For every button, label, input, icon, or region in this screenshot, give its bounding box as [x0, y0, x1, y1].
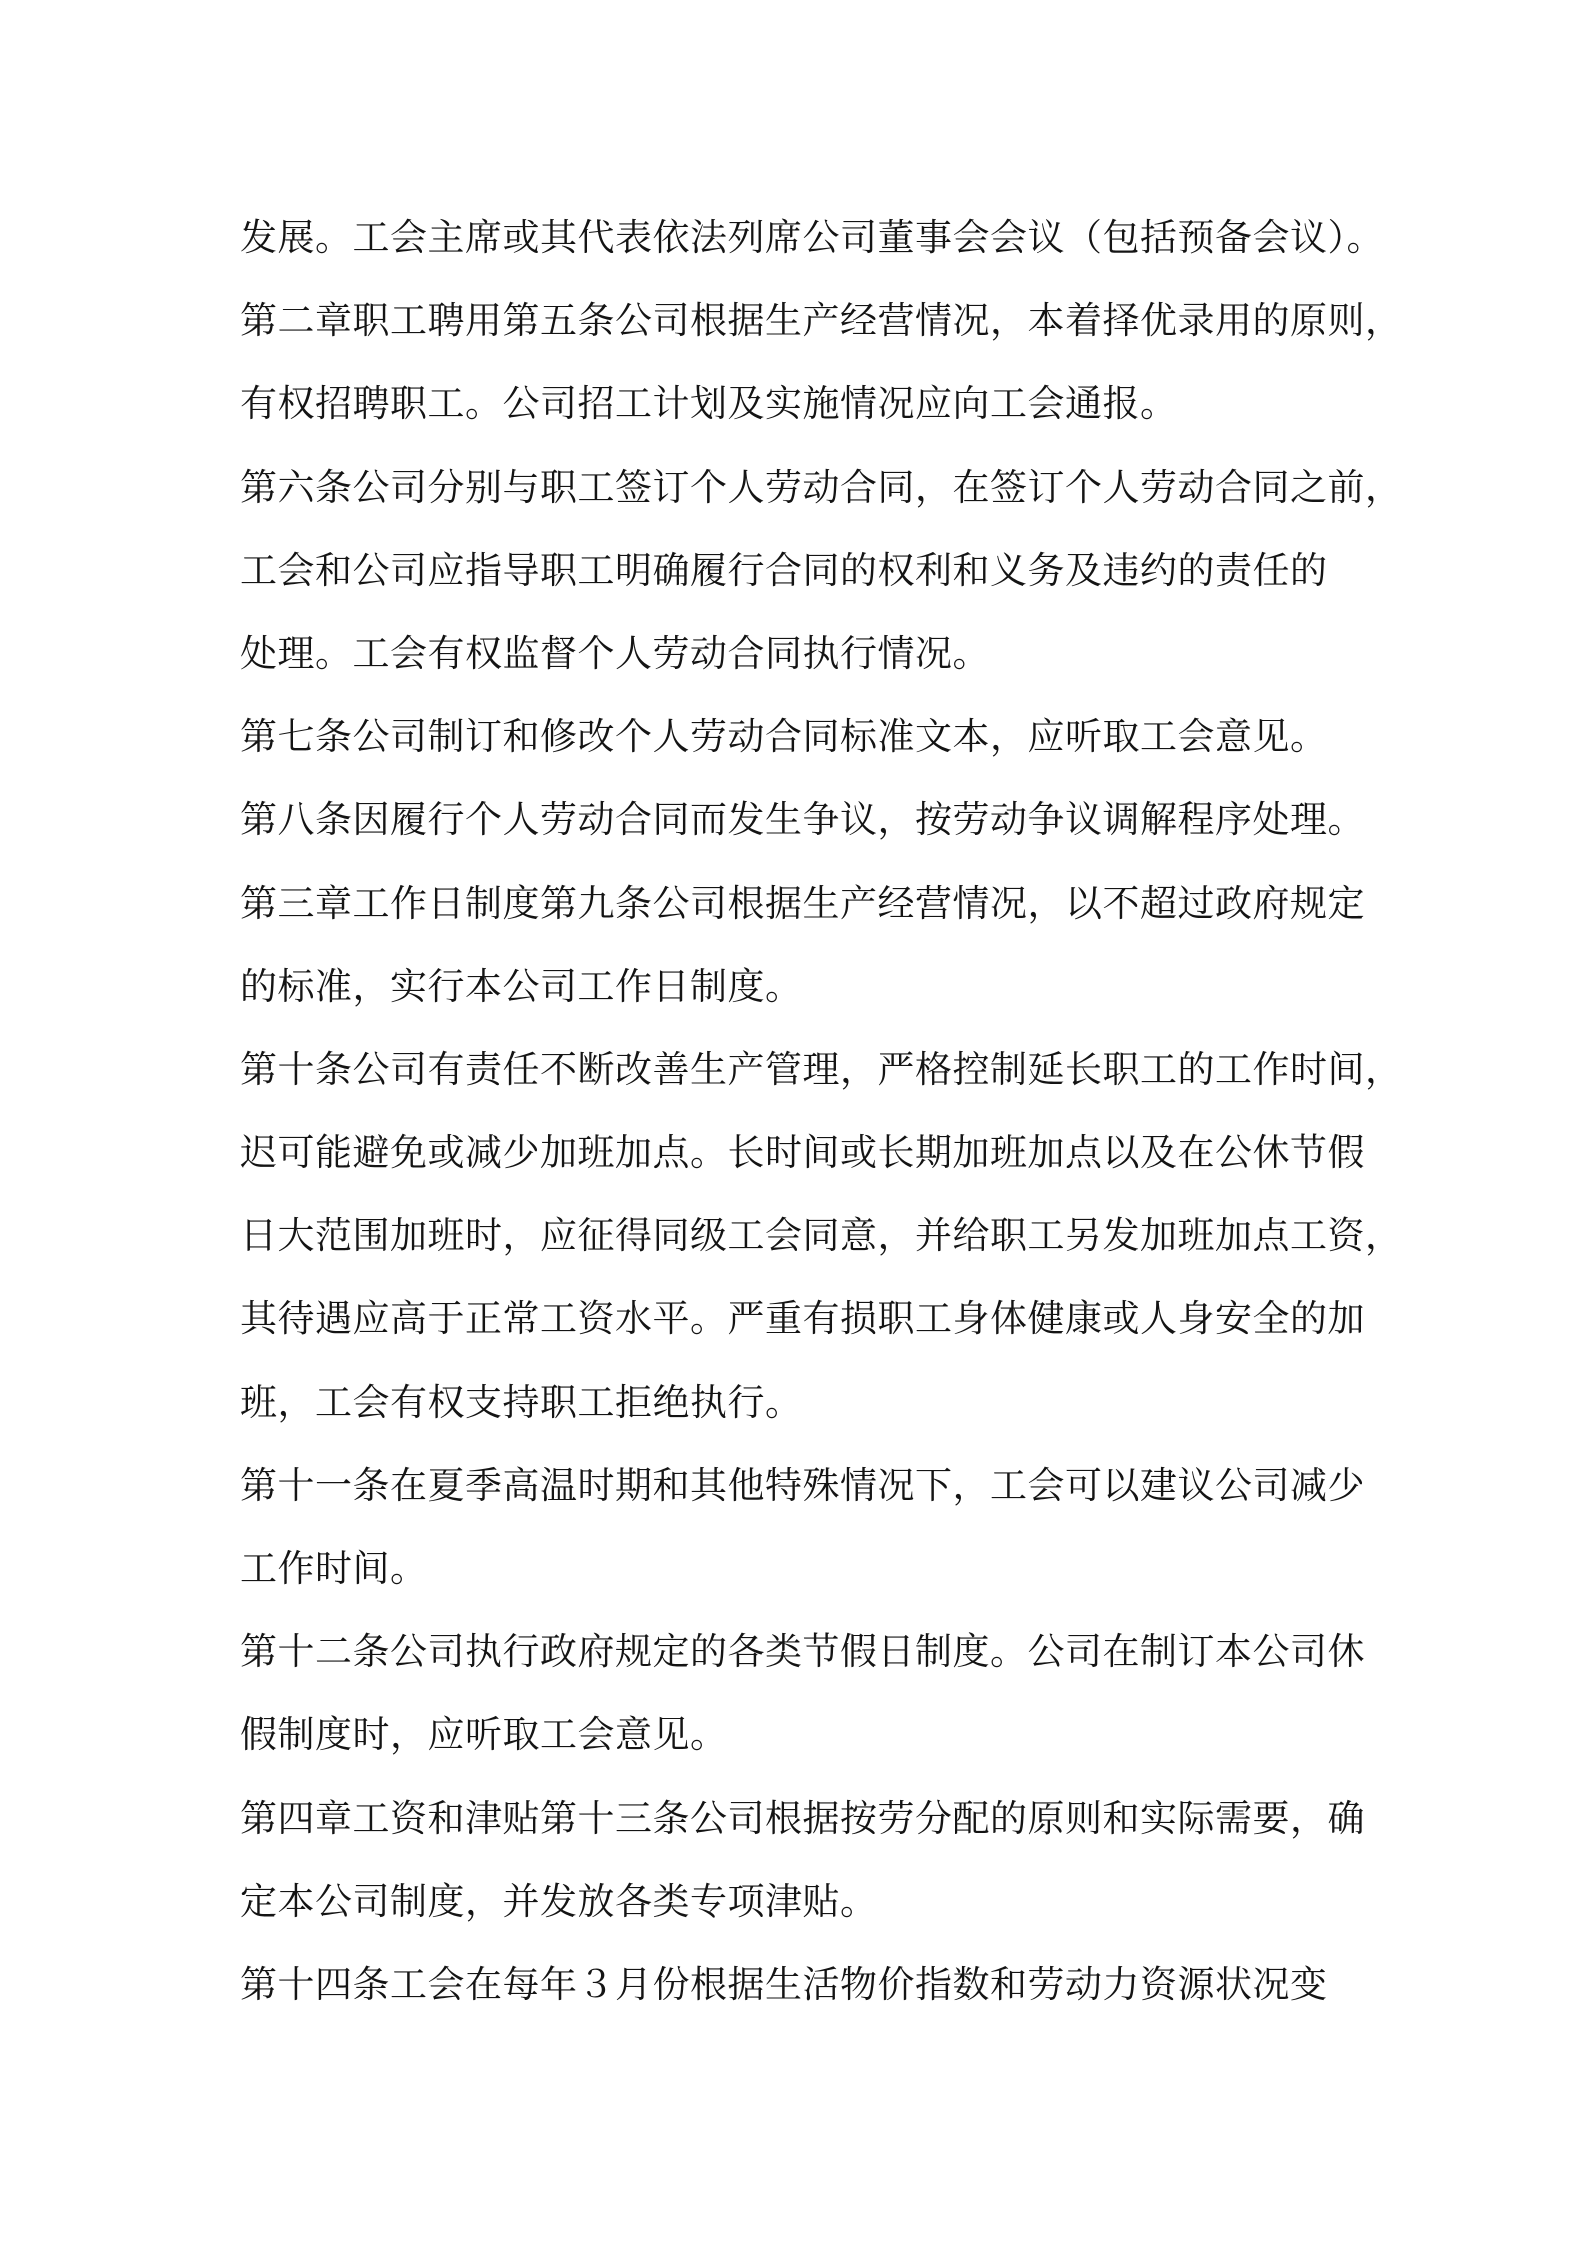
text-line: 第十条公司有责任不断改善生产管理，严格控制延长职工的工作时间， — [240, 1047, 1403, 1091]
text-line: 第八条因履行个人劳动合同而发生争议，按劳动争议调解程序处理。 — [240, 798, 1365, 842]
text-line: 班，工会有权支持职工拒绝执行。 — [240, 1380, 803, 1424]
text-line: 日大范围加班时，应征得同级工会同意，并给职工另发加班加点工资， — [240, 1214, 1403, 1258]
text-line: 第十四条工会在每年３月份根据生活物价指数和劳动力资源状况变 — [240, 1962, 1328, 2006]
text-line: 第六条公司分别与职工签订个人劳动合同，在签订个人劳动合同之前， — [240, 465, 1403, 509]
text-line: 假制度时，应听取工会意见。 — [240, 1713, 728, 1757]
document-body — [240, 196, 1403, 2026]
text-line: 有权招聘职工。公司招工计划及实施情况应向工会通报。 — [240, 382, 1178, 426]
text-line: 第二章职工聘用第五条公司根据生产经营情况，本着择优录用的原则， — [240, 299, 1403, 343]
text-line: 第十二条公司执行政府规定的各类节假日制度。公司在制订本公司休 — [240, 1630, 1365, 1674]
text-line: 定本公司制度，并发放各类专项津贴。 — [240, 1879, 878, 1923]
text-line: 第三章工作日制度第九条公司根据生产经营情况，以不超过政府规定 — [240, 881, 1365, 925]
text-line: 工会和公司应指导职工明确履行合同的权利和义务及违约的责任的 — [240, 548, 1328, 592]
text-line: 的标准，实行本公司工作日制度。 — [240, 964, 803, 1008]
text-line: 工作时间。 — [240, 1547, 428, 1590]
text-line: 第七条公司制订和修改个人劳动合同标准文本，应听取工会意见。 — [240, 715, 1328, 759]
text-line: 其待遇应高于正常工资水平。严重有损职工身体健康或人身安全的加 — [240, 1297, 1365, 1341]
text-line: 处理。工会有权监督个人劳动合同执行情况。 — [240, 631, 990, 675]
text-line: 发展。工会主席或其代表依法列席公司董事会会议（包括预备会议）。 — [240, 216, 1384, 259]
text-line: 第十一条在夏季高温时期和其他特殊情况下，工会可以建议公司减少 — [240, 1463, 1365, 1507]
text-line: 迟可能避免或减少加班加点。长时间或长期加班加点以及在公休节假 — [240, 1131, 1365, 1175]
text-line: 第四章工资和津贴第十三条公司根据按劳分配的原则和实际需要，确 — [240, 1796, 1365, 1840]
